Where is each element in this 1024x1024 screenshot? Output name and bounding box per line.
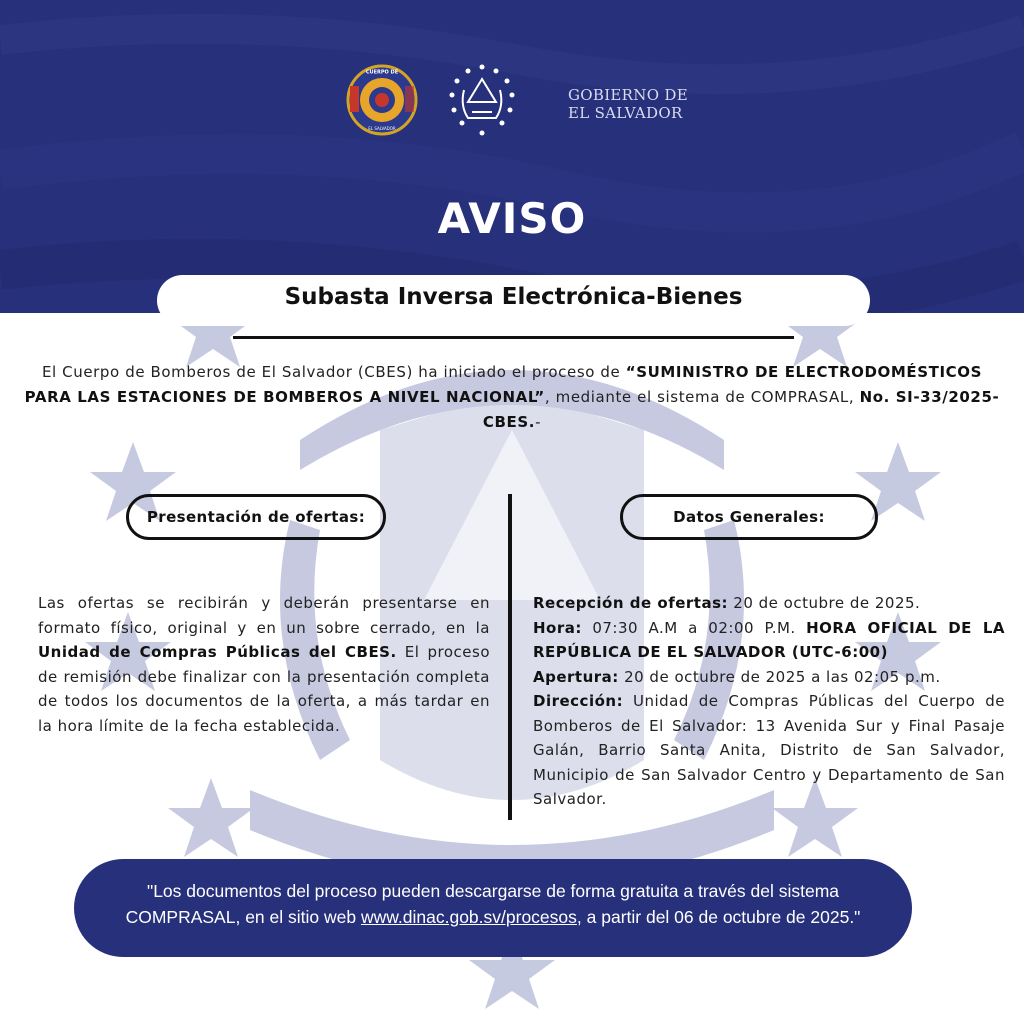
logo-row [0, 62, 1024, 138]
svg-text:EL SALVADOR: EL SALVADOR [368, 126, 396, 131]
svg-text:CUERPO DE: CUERPO DE [365, 69, 399, 76]
subtitle-underline [233, 336, 794, 339]
recepcion-line [533, 591, 1005, 616]
page-title: AVISO [437, 194, 587, 243]
subtitle: Subasta Inversa Electrónica-Bienes [284, 284, 743, 310]
header-texture [0, 0, 1024, 313]
direccion-value: Unidad de Compras Públicas del Cuerpo de Bomberos de El Salvador: 13 Avenida Sur y Final Pasaje Galán, Barrio Santa Anita, Distrito de San Salvador, Municipio de San Salvador Centro y Departamento de San Salvador. [533, 692, 1005, 808]
intro-paragraph [24, 360, 1000, 435]
recepcion-label: Recepción de ofertas: [533, 594, 729, 612]
gobierno-wordmark [568, 86, 688, 122]
procesos-link[interactable]: www.dinac.gob.sv/procesos [360, 907, 577, 927]
datos-generales-heading: Datos Generales: [620, 494, 878, 540]
footer-text [88, 878, 898, 930]
apertura-value: 20 de octubre de 2025 a las 02:05 p.m. [618, 667, 941, 686]
gov-line-1: GOBIERNO DE [568, 86, 688, 104]
gov-line-2: EL SALVADOR [568, 104, 683, 122]
footer-text-1: "Los documentos del proceso pueden descargarse de forma gratuita a través del sistema COMPRASAL, en el sitio web [125, 881, 840, 927]
header-band [0, 0, 1024, 313]
intro-text-1: El Cuerpo de Bomberos de El Salvador (CBES) ha iniciado el proceso de [41, 363, 626, 381]
hora-oficial: HORA OFICIAL DE LA REPÚBLICA DE EL SALVADOR (UTC-6:00) [533, 618, 1005, 661]
star-icon [168, 778, 254, 857]
hora-line [533, 616, 1005, 665]
apertura-line [533, 665, 1005, 690]
intro-text-2: , mediante el sistema de COMPRASAL, [544, 388, 860, 406]
direccion-line [533, 689, 1005, 812]
hora-label: Hora: [533, 618, 582, 637]
recepcion-value: 20 de octubre de 2025. [728, 594, 921, 612]
intro-bold-1: “SUMINISTRO DE ELECTRODOMÉSTICOS PARA LAS ESTACIONES DE BOMBEROS A NIVEL NACIONAL” [24, 363, 983, 406]
hora-value: 07:30 A.M a 02:00 P.M. [581, 618, 807, 637]
presentacion-text [38, 591, 490, 738]
column-divider [508, 494, 512, 820]
footer-text-2: , a partir del 06 de octubre de 2025." [576, 907, 861, 927]
intro-bold-2: No. SI-33/2025-CBES. [482, 388, 1000, 431]
direccion-label: Dirección: [533, 692, 624, 710]
escudo-logo-icon [444, 62, 520, 138]
left-text-1: Las ofertas se recibirán y deberán presentarse en formato físico, original y en un sobre cerrado, en la [38, 594, 490, 637]
intro-text-3: - [535, 413, 542, 431]
left-bold: Unidad de Compras Públicas del CBES. [38, 643, 397, 661]
datos-generales-text [533, 591, 1005, 812]
bomberos-logo-icon [346, 64, 418, 136]
presentacion-heading: Presentación de ofertas: [126, 494, 386, 540]
apertura-label: Apertura: [533, 667, 619, 686]
left-text-2: El proceso de remisión debe finalizar con la presentación completa de todos los documentos de la oferta, a más tardar en la hora límite de la fecha establecida. [38, 643, 490, 735]
